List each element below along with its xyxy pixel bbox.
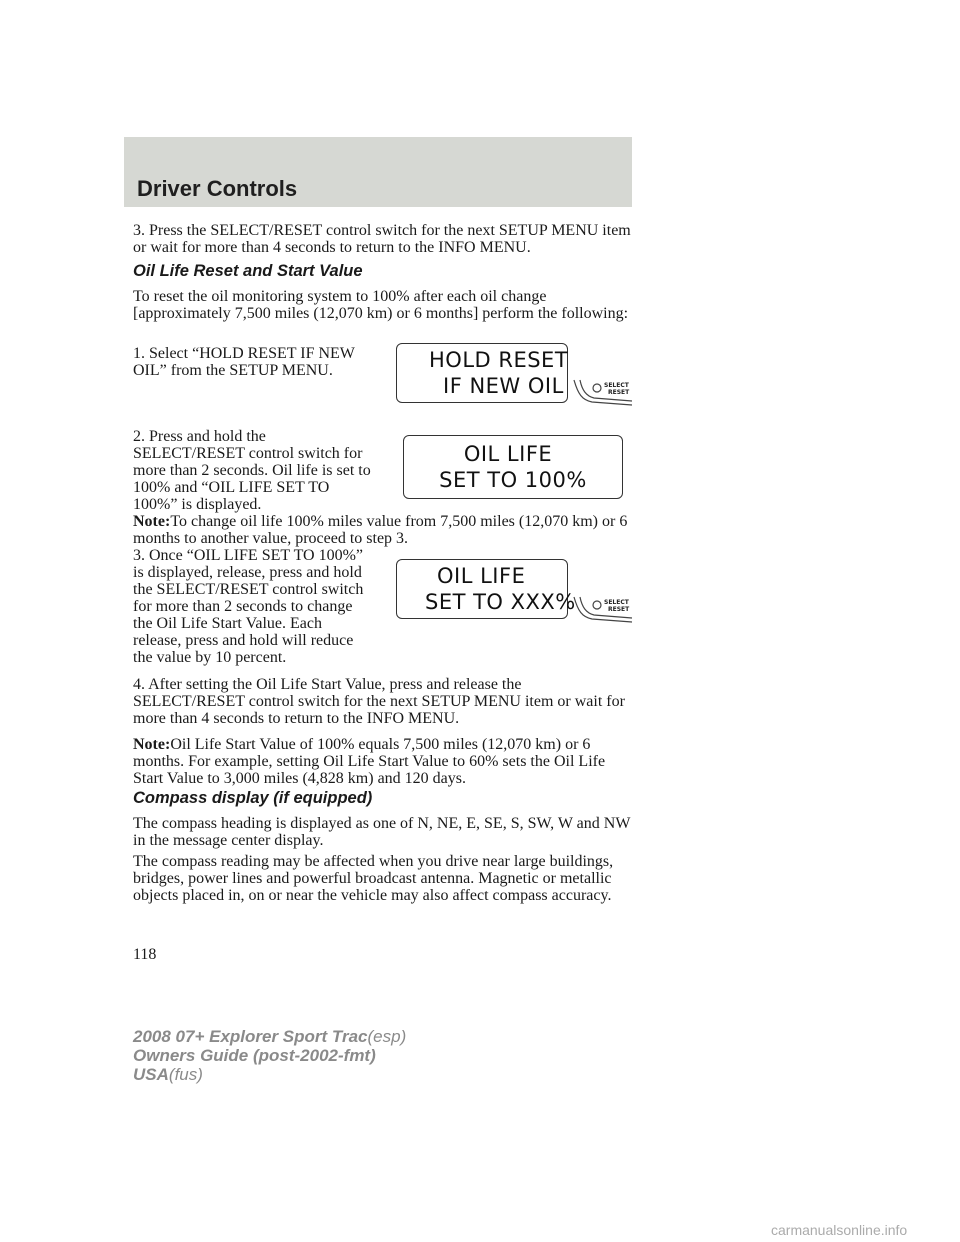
note-label: Note: [133, 513, 171, 530]
page-number: 118 [133, 946, 157, 963]
footer [133, 1027, 406, 1084]
footer-model-code: (esp) [367, 1027, 407, 1046]
paragraph-step1: 1. Select “HOLD RESET IF NEW OIL” from the SETUP MENU. [133, 345, 355, 379]
lcd-line-2: IF NEW OIL [443, 374, 564, 398]
footer-region: USA [133, 1065, 169, 1084]
paragraph-reset-intro: To reset the oil monitoring system to 100% after each oil change [approximately 7,500 miles (12,070 km) or 6 months] perform the following: [133, 288, 629, 322]
knob-label-select: SELECT [604, 599, 629, 606]
knob-label-reset: RESET [608, 389, 630, 396]
lcd-line-1: OIL LIFE [463, 442, 553, 466]
watermark: carmanualsonline.info [771, 1222, 908, 1238]
heading-compass-display: Compass display (if equipped) [133, 789, 373, 807]
paragraph-compass-1: The compass heading is displayed as one of N, NE, E, SE, S, SW, W and NW in the message center display. [133, 815, 631, 849]
select-reset-switch-icon [572, 595, 634, 625]
footer-guide: Owners Guide (post-2002-fmt) [133, 1046, 376, 1065]
paragraph-note-1 [133, 513, 633, 547]
section-title: Driver Controls [137, 176, 298, 201]
lcd-line-1: HOLD RESET [429, 348, 569, 372]
heading-oil-life-reset: Oil Life Reset and Start Value [133, 262, 363, 280]
note-text: Oil Life Start Value of 100% equals 7,500 miles (12,070 km) or 6 months. For example, setting Oil Life Start Value to 60% sets the Oil Life Start Value to 3,000 miles (4,828 km) and 120 days. [133, 736, 606, 787]
paragraph-step4: 4. After setting the Oil Life Start Value, press and release the SELECT/RESET control switch for the next SETUP MENU item or wait for more than 4 seconds to return to the INFO MENU. [133, 676, 625, 727]
note-label: Note: [133, 736, 171, 753]
footer-model: 2008 07+ Explorer Sport Trac [133, 1027, 368, 1046]
knob-label-reset: RESET [608, 606, 630, 613]
select-reset-switch-icon [572, 378, 634, 408]
lcd-display-oil-life-100 [403, 435, 623, 499]
lcd-display-hold-reset [396, 343, 568, 403]
paragraph-note-2 [133, 736, 633, 787]
paragraph-step3-setup: 3. Press the SELECT/RESET control switch for the next SETUP MENU item or wait for more than 4 seconds to return to the INFO MENU. [133, 222, 631, 256]
lcd-display-oil-life-xxx [396, 559, 576, 619]
paragraph-step3: 3. Once “OIL LIFE SET TO 100%” is displayed, release, press and hold the SELECT/RESET control switch for more than 2 seconds to change the Oil Life Start Value. Each release, press and hold will reduce the value by 10 percent. [133, 547, 364, 666]
lcd-line-1: OIL LIFE [437, 564, 526, 588]
knob-label-select: SELECT [604, 382, 629, 389]
lcd-line-2: SET TO XXX% [425, 590, 576, 614]
lcd-line-2: SET TO 100% [439, 468, 587, 492]
paragraph-compass-2: The compass reading may be affected when you drive near large buildings, bridges, power lines and powerful broadcast antenna. Magnetic or metallic objects placed in, on or near the vehicle may also affect compass accuracy. [133, 853, 614, 904]
paragraph-step2: 2. Press and hold the SELECT/RESET control switch for more than 2 seconds. Oil life is set to 100% and “OIL LIFE SET TO 100%” is displayed. [133, 428, 371, 513]
note-text: To change oil life 100% miles value from 7,500 miles (12,070 km) or 6 months to another value, proceed to step 3. [133, 513, 628, 547]
footer-region-code: (fus) [168, 1065, 203, 1084]
